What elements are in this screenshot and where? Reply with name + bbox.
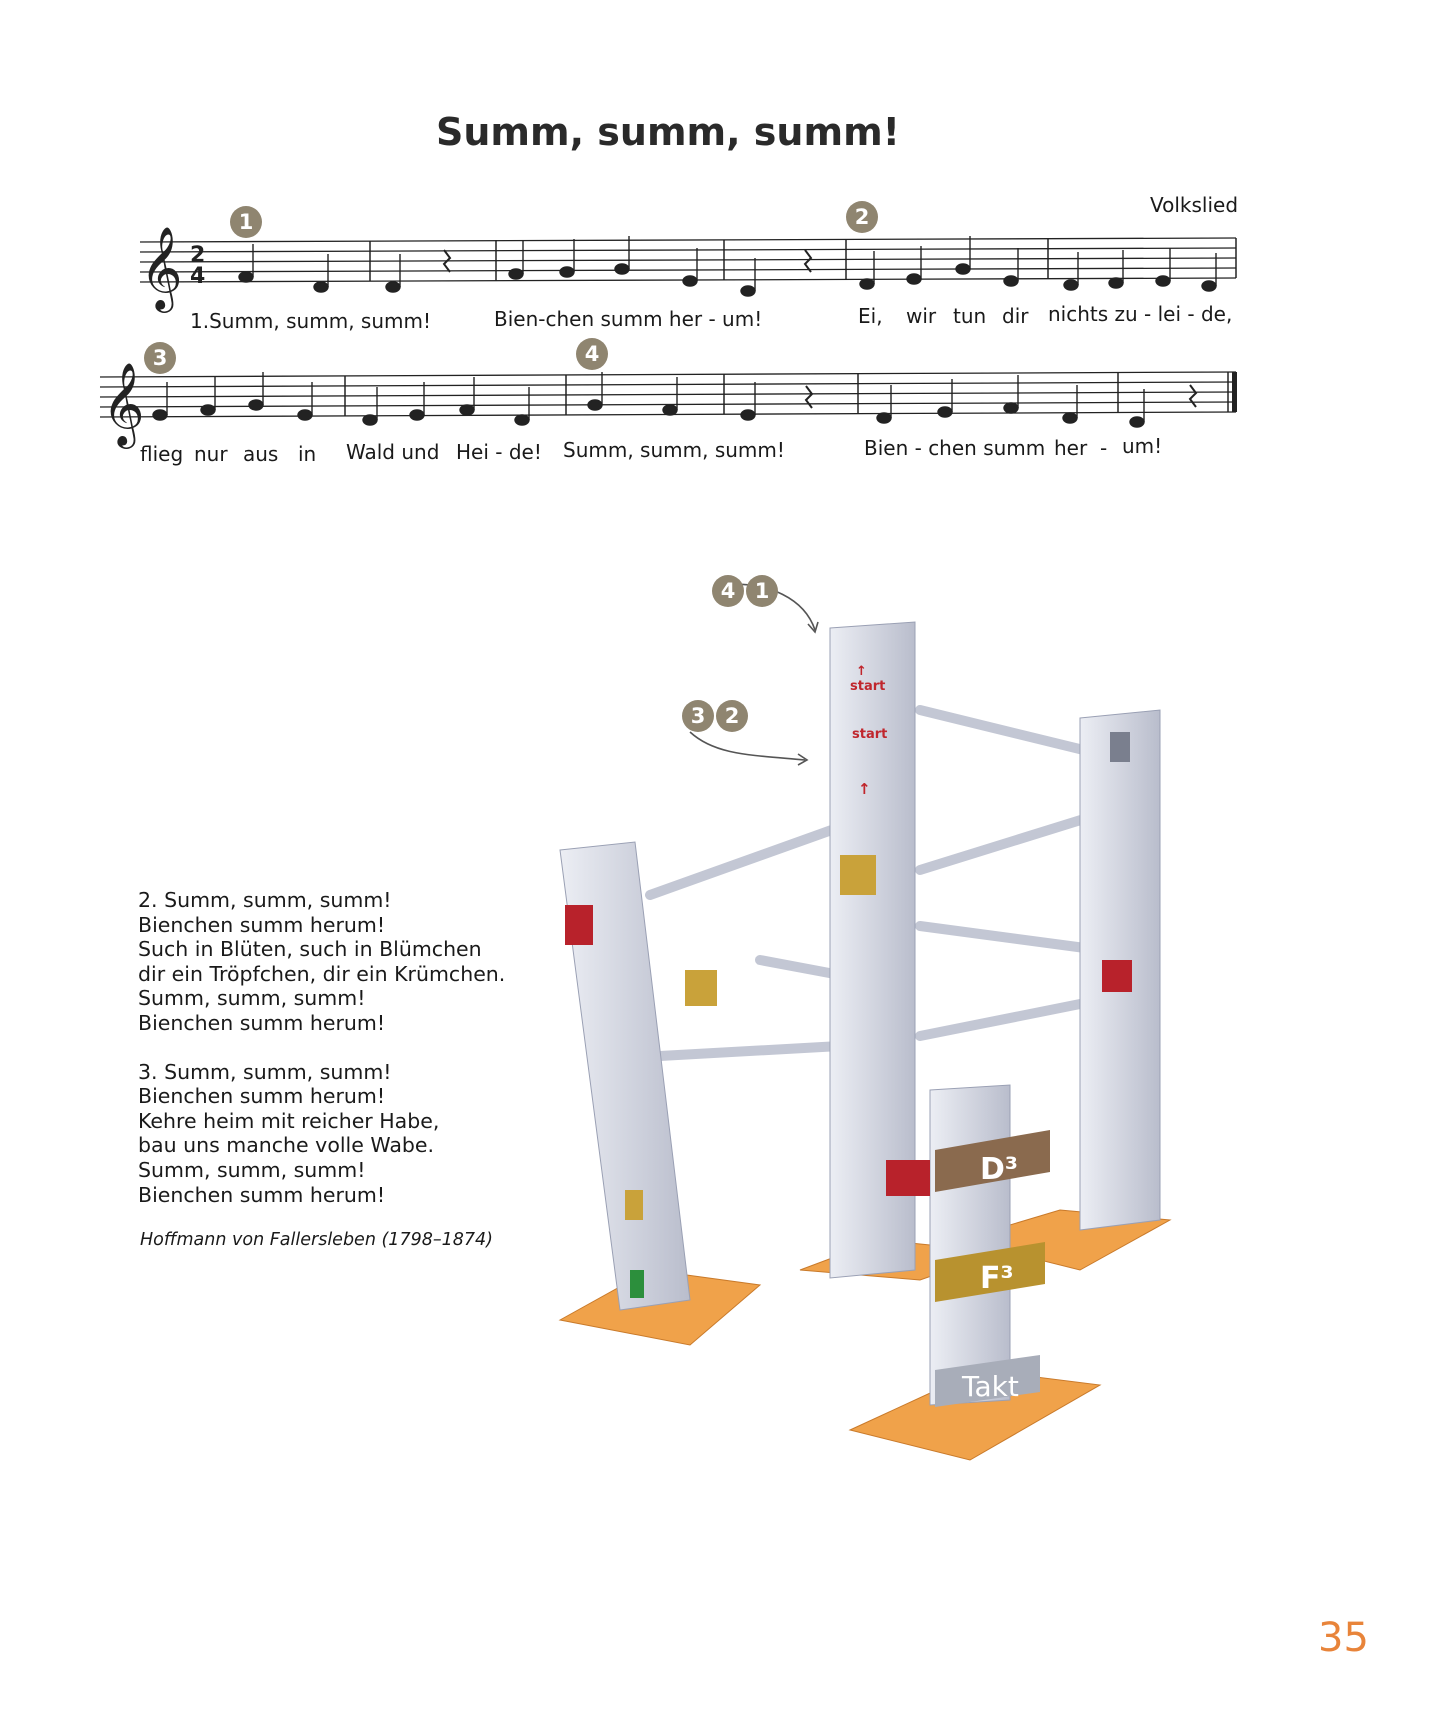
verse-line: bau uns manche volle Wabe.: [138, 1133, 435, 1158]
lyric-text: 1.Summ, summ, summ!: [190, 309, 431, 333]
tile-yellow: [625, 1190, 643, 1220]
lyric-text: Bien - chen summ: [864, 436, 1046, 460]
illustration-badge: 3: [682, 700, 714, 732]
verse-line: Kehre heim mit reicher Habe,: [138, 1108, 440, 1133]
tile-takt-label: Takt: [962, 1370, 1019, 1403]
verse-line: Bienchen summ herum!: [138, 1010, 386, 1035]
arrow-to-second-start: [690, 732, 805, 760]
song-title: Summ, summ, summ!: [436, 110, 900, 154]
tile-red: [565, 905, 593, 945]
tile-red: [1102, 960, 1132, 992]
measure-badge-3: 3: [144, 342, 176, 374]
lyric-text: flieg: [140, 442, 184, 466]
marble-run-illustration: [540, 570, 1180, 1520]
lyric-text: tun: [953, 304, 987, 328]
verse-line: Such in Blüten, such in Blümchen: [138, 937, 482, 962]
lyric-text: Wald und: [346, 440, 440, 464]
additional-verses: [138, 888, 568, 1207]
start-label: start: [850, 679, 886, 694]
svg-text:2: 2: [190, 243, 206, 268]
lyric-text: um!: [1122, 434, 1163, 458]
lyric-text: Hei - de!: [456, 440, 542, 464]
page-number: 35: [1318, 1615, 1369, 1661]
verse-line: Summ, summ, summ!: [138, 986, 366, 1011]
verse-line: 2. Summ, summ, summ!: [138, 888, 392, 912]
tile-f3-label: F³: [980, 1261, 1014, 1296]
verse-line: dir ein Tröpfchen, dir ein Krümchen.: [138, 961, 506, 986]
start-label: start: [852, 727, 888, 742]
tile-d3-label: D³: [980, 1152, 1019, 1187]
lyric-text: aus: [243, 442, 279, 466]
tile-yellow: [685, 970, 717, 1006]
verse-line: Bienchen summ herum!: [138, 912, 386, 937]
illustration-badge: 2: [716, 700, 748, 732]
lyric-text: -: [1100, 436, 1108, 460]
measure-badge-4: 4: [576, 338, 608, 370]
measure-badge-2: 2: [846, 201, 878, 233]
svg-text:4: 4: [190, 264, 206, 289]
illustration-badge: 1: [746, 575, 778, 607]
tower-front: [930, 1085, 1010, 1405]
svg-text:𝄞: 𝄞: [140, 225, 183, 309]
verse-line: Bienchen summ herum!: [138, 1182, 386, 1207]
svg-text:↑: ↑: [856, 664, 867, 679]
lyric-text: nur: [194, 442, 228, 466]
music-notation: [0, 0, 1445, 480]
lyric-text: in: [298, 442, 317, 466]
tile-yellow: [840, 855, 876, 895]
tile-grey: [1110, 732, 1130, 762]
lyricist-credit: Hoffmann von Fallersleben (1798–1874): [140, 1230, 493, 1250]
lyric-text: Ei,: [858, 304, 883, 328]
composer-credit: Volkslied: [1150, 193, 1239, 217]
lyric-text: dir: [1002, 304, 1029, 328]
verse-line: Bienchen summ herum!: [138, 1084, 386, 1109]
lyric-text: nichts zu - lei - de,: [1048, 302, 1233, 326]
lyric-text: wir: [906, 304, 937, 328]
lyric-text: Summ, summ, summ!: [563, 438, 785, 462]
lyric-text: Bien-chen summ her - um!: [494, 307, 763, 331]
lyric-text: her: [1054, 436, 1088, 460]
tile-green: [630, 1270, 644, 1298]
illustration-badge: 4: [712, 575, 744, 607]
verse-line: 3. Summ, summ, summ!: [138, 1059, 392, 1084]
tile-red: [886, 1160, 930, 1196]
verse-line: Summ, summ, summ!: [138, 1157, 366, 1182]
svg-text:↑: ↑: [858, 780, 871, 798]
measure-badge-1: 1: [230, 206, 262, 238]
svg-text:𝄞: 𝄞: [102, 361, 145, 445]
